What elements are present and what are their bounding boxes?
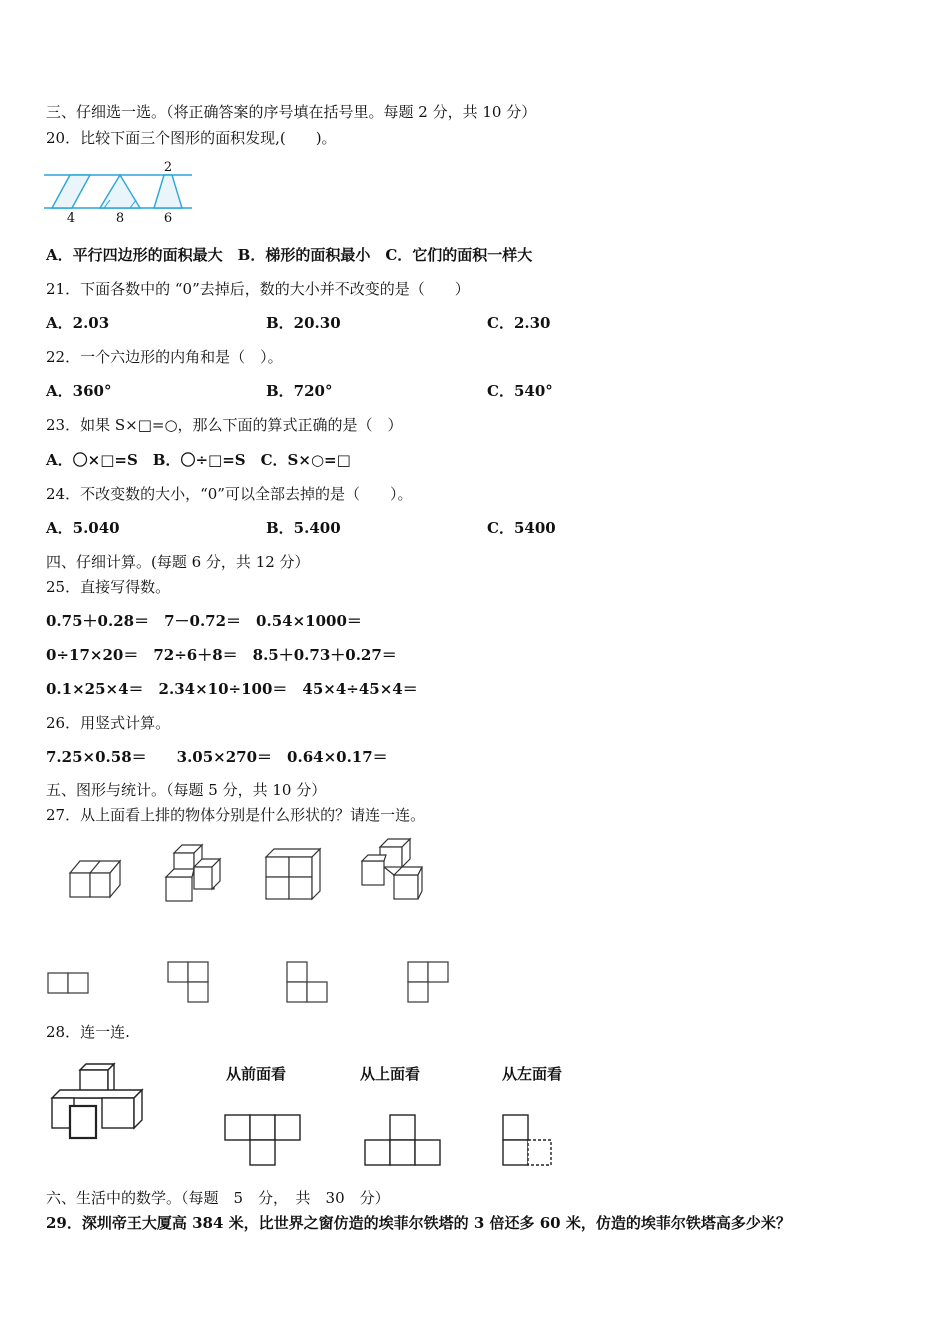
q28-caption-top: 从上面看 [360, 1065, 421, 1083]
q20-stem: 20．比较下面三个图形的面积发现,( )。 [46, 129, 337, 147]
q27-cubes-3 [262, 845, 326, 903]
q22-option-a: A．360° [46, 382, 112, 400]
q25-row-3: 0.1×25×4＝ 2.34×10÷100＝ 45×4÷45×4＝ [46, 680, 418, 698]
q24-option-c: C．5400 [487, 519, 556, 537]
q27-view-4 [406, 960, 452, 1006]
q22-option-b: B．720° [266, 382, 333, 400]
q26-row-1: 7.25×0.58＝ 3.05×270＝ 0.64×0.17＝ [46, 748, 388, 766]
q23-options: A．〇×□=S B．〇÷□=S C．S×○=□ [46, 451, 351, 469]
q20-label-6: 6 [163, 211, 173, 226]
q20-options: A．平行四边形的面积最大 B．梯形的面积最小 C．它们的面积一样大 [46, 246, 533, 264]
q20-label-8: 8 [115, 211, 125, 226]
q21-option-c: C．2.30 [487, 314, 551, 332]
q24-option-a: A．5.040 [46, 519, 120, 537]
q25-row-2: 0÷17×20＝ 72÷6＋8＝ 8.5＋0.73＋0.27＝ [46, 646, 397, 664]
trapezoid-shape [154, 175, 182, 208]
section-4-title: 四、仔细计算。(每题 6 分，共 12 分） [46, 553, 310, 571]
parallelogram-shape [52, 175, 90, 208]
q23-stem: 23．如果 S×□=○，那么下面的算式正确的是（ ） [46, 416, 403, 434]
q25-stem: 25．直接写得数。 [46, 578, 171, 596]
q28-view-top [362, 1112, 444, 1168]
q20-shapes-figure [44, 156, 194, 228]
q20-label-4: 4 [66, 211, 76, 226]
q28-view-front [222, 1112, 304, 1168]
section-6-title: 六、生活中的数学。（每题 5 分， 共 30 分） [46, 1189, 390, 1207]
q24-stem: 24．不改变数的大小，“0”可以全部去掉的是（ ）。 [46, 485, 413, 503]
q21-option-a: A．2.03 [46, 314, 110, 332]
q26-stem: 26．用竖式计算。 [46, 714, 171, 732]
q27-stem: 27．从上面看上排的物体分别是什么形状的？请连一连。 [46, 806, 426, 824]
q28-caption-front: 从前面看 [226, 1065, 287, 1083]
q24-option-b: B．5.400 [266, 519, 341, 537]
q27-cubes-4 [356, 837, 426, 903]
q27-view-3 [285, 960, 331, 1006]
q28-cube-solid [46, 1060, 150, 1142]
q21-option-b: B．20.30 [266, 314, 341, 332]
q27-cubes-2 [162, 843, 226, 905]
q25-row-1: 0.75＋0.28＝ 7－0.72＝ 0.54×1000＝ [46, 612, 362, 630]
q27-view-1 [46, 970, 92, 996]
q28-caption-left: 从左面看 [502, 1065, 563, 1083]
q21-stem: 21．下面各数中的 “0”去掉后，数的大小并不改变的是（ ） [46, 280, 470, 298]
q27-view-2 [166, 960, 212, 1006]
q22-stem: 22．一个六边形的内角和是（ ）。 [46, 348, 283, 366]
q27-cubes-1 [66, 855, 126, 901]
q29-stem: 29．深圳帝王大厦高 384 米，比世界之窗仿造的埃菲尔铁塔的 3 倍还多 60 米，仿造的埃菲尔铁塔高多少米？ [46, 1214, 791, 1232]
section-5-title: 五、图形与统计。（每题 5 分，共 10 分） [46, 781, 327, 799]
q28-view-left [500, 1112, 556, 1168]
q20-label-top: 2 [163, 160, 173, 175]
q28-stem: 28．连一连. [46, 1023, 130, 1041]
q22-option-c: C．540° [487, 382, 553, 400]
section-3-title: 三、仔细选一选。（将正确答案的序号填在括号里。每题 2 分，共 10 分） [46, 103, 537, 121]
